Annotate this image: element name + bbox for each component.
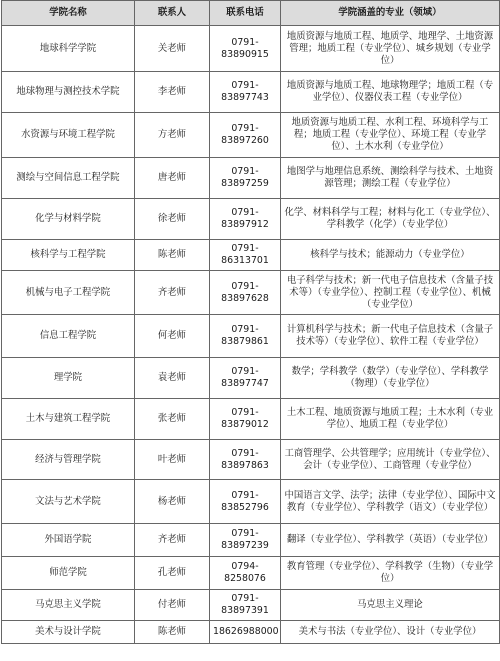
- fields-cell: 地质资源与地质工程、水利工程、环境科学与工程；地质工程（专业学位）、环境工程（专业学位）、土木水利（专业学位）: [281, 113, 500, 158]
- contact-cell: 何老师: [135, 315, 210, 358]
- contact-cell: 齐老师: [135, 524, 210, 557]
- college-cell: 核科学与工程学院: [2, 240, 135, 271]
- college-cell: 化学与材料学院: [2, 199, 135, 240]
- phone-cell: 0794-8258076: [210, 557, 281, 590]
- college-cell: 美术与设计学院: [2, 621, 135, 644]
- phone-cell: 0791-83879012: [210, 399, 281, 440]
- contact-cell: 袁老师: [135, 358, 210, 399]
- college-cell: 地球物理与测控技术学院: [2, 72, 135, 113]
- contact-cell: 孔老师: [135, 557, 210, 590]
- table-row: [2, 621, 500, 644]
- contact-cell: 陈老师: [135, 621, 210, 644]
- header-contact: 联系人: [135, 1, 210, 26]
- table-row: [2, 72, 500, 113]
- phone-cell: 0791-83879861: [210, 315, 281, 358]
- table-row: [2, 557, 500, 590]
- phone-cell: 0791-83897239: [210, 524, 281, 557]
- college-cell: 测绘与空间信息工程学院: [2, 158, 135, 199]
- contact-cell: 齐老师: [135, 271, 210, 315]
- phone-cell: 0791-83897747: [210, 358, 281, 399]
- table-row: [2, 590, 500, 621]
- table-row: [2, 199, 500, 240]
- college-cell: 外国语学院: [2, 524, 135, 557]
- table-row: [2, 524, 500, 557]
- phone-cell: 18626988000: [210, 621, 281, 644]
- college-contact-table: [1, 0, 500, 644]
- contact-cell: 杨老师: [135, 480, 210, 524]
- college-cell: 经济与管理学院: [2, 440, 135, 480]
- college-cell: 机械与电子工程学院: [2, 271, 135, 315]
- phone-cell: 0791-83897912: [210, 199, 281, 240]
- college-cell: 师范学院: [2, 557, 135, 590]
- table-row: [2, 440, 500, 480]
- contact-cell: 陈老师: [135, 240, 210, 271]
- table-row: [2, 26, 500, 72]
- college-cell: 马克思主义学院: [2, 590, 135, 621]
- college-cell: 理学院: [2, 358, 135, 399]
- contact-cell: 方老师: [135, 113, 210, 158]
- table-row: [2, 240, 500, 271]
- header-college: 学院名称: [2, 1, 135, 26]
- table-row: [2, 480, 500, 524]
- fields-cell: 数学；学科教学（数学）（专业学位）、学科教学（物理）（专业学位）: [281, 358, 500, 399]
- table-row: [2, 113, 500, 158]
- table-row: [2, 158, 500, 199]
- fields-cell: 核科学与技术；能源动力（专业学位）: [281, 240, 500, 271]
- contact-cell: 关老师: [135, 26, 210, 72]
- fields-cell: 地图学与地理信息系统、测绘科学与技术、土地资源管理；测绘工程（专业学位）: [281, 158, 500, 199]
- contact-cell: 李老师: [135, 72, 210, 113]
- phone-cell: 0791-83897743: [210, 72, 281, 113]
- college-cell: 水资源与环境工程学院: [2, 113, 135, 158]
- phone-cell: 0791-83897260: [210, 113, 281, 158]
- phone-cell: 0791-83890915: [210, 26, 281, 72]
- phone-cell: 0791-83897259: [210, 158, 281, 199]
- fields-cell: 中国语言文学、法学；法律（专业学位）、国际中文教育（专业学位）、学科教学（语文）（专业学位）: [281, 480, 500, 524]
- fields-cell: 马克思主义理论: [281, 590, 500, 621]
- header-fields: 学院涵盖的专业（领域）: [281, 1, 500, 26]
- contact-cell: 徐老师: [135, 199, 210, 240]
- table-row: [2, 358, 500, 399]
- phone-cell: 0791-83897863: [210, 440, 281, 480]
- header-phone: 联系电话: [210, 1, 281, 26]
- phone-cell: 0791-83897391: [210, 590, 281, 621]
- contact-cell: 叶老师: [135, 440, 210, 480]
- fields-cell: 地质资源与地质工程、地球物理学；地质工程（专业学位）、仪器仪表工程（专业学位）: [281, 72, 500, 113]
- fields-cell: 化学、材料科学与工程；材料与化工（专业学位）、学科教学（化学）（专业学位）: [281, 199, 500, 240]
- contact-cell: 付老师: [135, 590, 210, 621]
- college-cell: 文法与艺术学院: [2, 480, 135, 524]
- college-cell: 地球科学学院: [2, 26, 135, 72]
- phone-cell: 0791-83852796: [210, 480, 281, 524]
- fields-cell: 土木工程、地质资源与地质工程；土木水利（专业学位）、地质工程（专业学位）: [281, 399, 500, 440]
- fields-cell: 工商管理学、公共管理学；应用统计（专业学位）、会计（专业学位）、工商管理（专业学位）: [281, 440, 500, 480]
- table-row: [2, 315, 500, 358]
- table-header-row: [2, 1, 500, 26]
- phone-cell: 0791-86313701: [210, 240, 281, 271]
- table-row: [2, 399, 500, 440]
- college-cell: 土木与建筑工程学院: [2, 399, 135, 440]
- contact-cell: 唐老师: [135, 158, 210, 199]
- contact-cell: 张老师: [135, 399, 210, 440]
- fields-cell: 教育管理（专业学位）、学科教学（生物）（专业学位）: [281, 557, 500, 590]
- fields-cell: 地质资源与地质工程、地质学、地理学、土地资源管理；地质工程（专业学位）、城乡规划（专业学位）: [281, 26, 500, 72]
- fields-cell: 美术与书法（专业学位）、设计（专业学位）: [281, 621, 500, 644]
- college-cell: 信息工程学院: [2, 315, 135, 358]
- fields-cell: 计算机科学与技术；新一代电子信息技术（含量子技术等）（专业学位）、软件工程（专业学位）: [281, 315, 500, 358]
- fields-cell: 翻译（专业学位）、学科教学（英语）（专业学位）: [281, 524, 500, 557]
- table-row: [2, 271, 500, 315]
- fields-cell: 电子科学与技术；新一代电子信息技术（含量子技术等）（专业学位）、控制工程（专业学位）、机械（专业学位）: [281, 271, 500, 315]
- phone-cell: 0791-83897628: [210, 271, 281, 315]
